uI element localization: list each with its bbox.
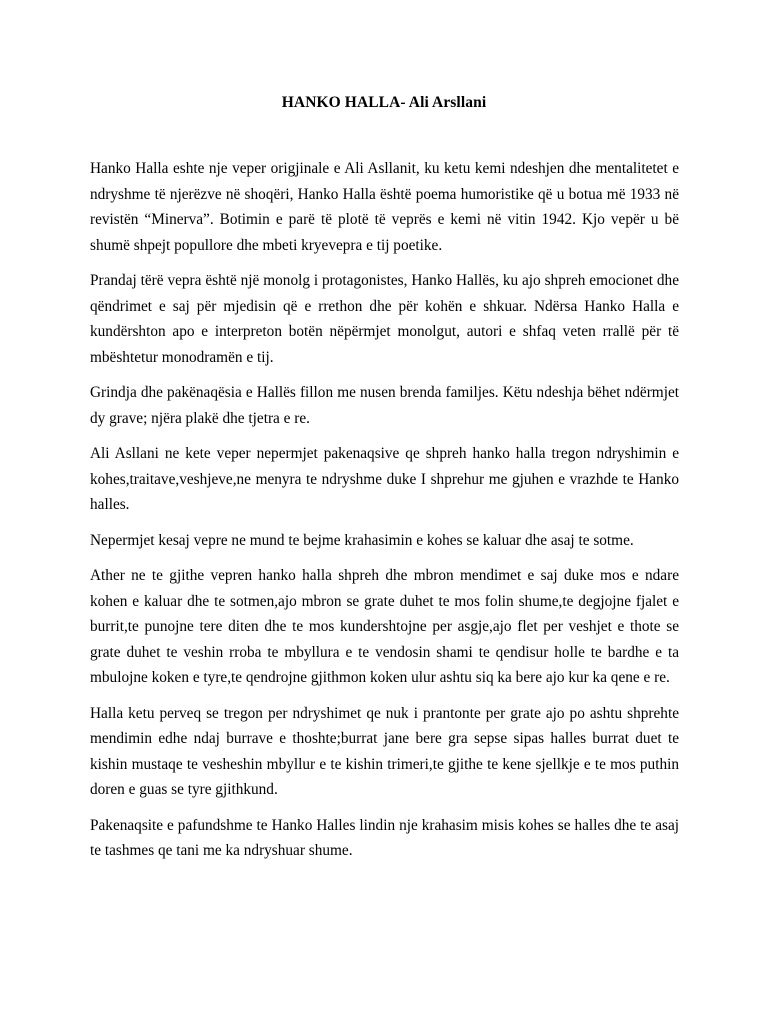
paragraph-7: Halla ketu perveq se tregon per ndryshimet qe nuk i prantonte per grate ajo po ashtu shprehte mendimin edhe ndaj burrave e thoshte;burrat jane bere gra sepse sipas halles burrat duet te kishin mustaqe te vesheshin mbyllur e te kishin trimeri,te gjithe te kene sjellkje e te mos puthin doren e guas se tyre gjithkund.: [90, 704, 679, 798]
paragraph-8: Pakenaqsite e pafundshme te Hanko Halles lindin nje krahasim misis kohes se halles dhe te asaj te tashmes qe tani me ka ndryshuar shume.: [90, 816, 679, 859]
paragraph-4: Ali Asllani ne kete veper nepermjet pakenaqsive qe shpreh hanko halla tregon ndryshimin e kohes,traitave,veshjeve,ne menyra te ndryshme duke I shprehur me gjuhen e vrazhde te Hanko halles.: [90, 445, 679, 513]
paragraph-1: Hanko Halla eshte nje veper origjinale e Ali Asllanit, ku ketu kemi ndeshjen dhe mentalitetet e ndryshme të njerëzve në shoqëri, Hanko Halla është poema humoristike që u botua më 1933 në revistën “Minerva”. Botimin e parë të plotë të veprës e kemi në vitin 1942. Kjo vepër u bë shumë shpejt popullore dhe mbeti kryevepra e tij poetike.: [90, 160, 679, 254]
paragraph-5: Nepermjet kesaj vepre ne mund te bejme krahasimin e kohes se kaluar dhe asaj te sotme.: [90, 531, 634, 549]
document-title: HANKO HALLA- Ali Arsllani: [281, 94, 487, 111]
paragraph-2: Prandaj tërë vepra është një monolg i protagonistes, Hanko Hallës, ku ajo shpreh emocionet dhe qëndrimet e saj për mjedisin që e rrethon dhe për kohën e shkuar. Ndërsa Hanko Halla e kundërshton apo e interpreton botën nëpërmjet monolgut, autori e shfaq veten rrallë për të mbështetur monodramën e tij.: [90, 272, 679, 366]
paragraph-3: Grindja dhe pakënaqësia e Hallës fillon me nusen brenda familjes. Këtu ndeshja bëhet ndërmjet dy grave; njëra plakë dhe tjetra e re.: [90, 384, 679, 427]
paragraph-6: Ather ne te gjithe vepren hanko halla shpreh dhe mbron mendimet e saj duke mos e ndare kohen e kaluar dhe te sotmen,ajo mbron se grate duhet te mos folin shume,te degjojne fjalet e burrit,te punojne tere diten dhe te mos kundershtojne per asgje,ajo flet per veshjet e thote se grate duhet te veshin rroba te mbyllura e te vendosin shami te qendisur holle te bardhe e ta mbulojne koken e tyre,te qendrojne gjithmon koken ulur ashtu siq ka bere ajo kur ka qene e re.: [90, 567, 679, 686]
document-body: [90, 156, 679, 874]
